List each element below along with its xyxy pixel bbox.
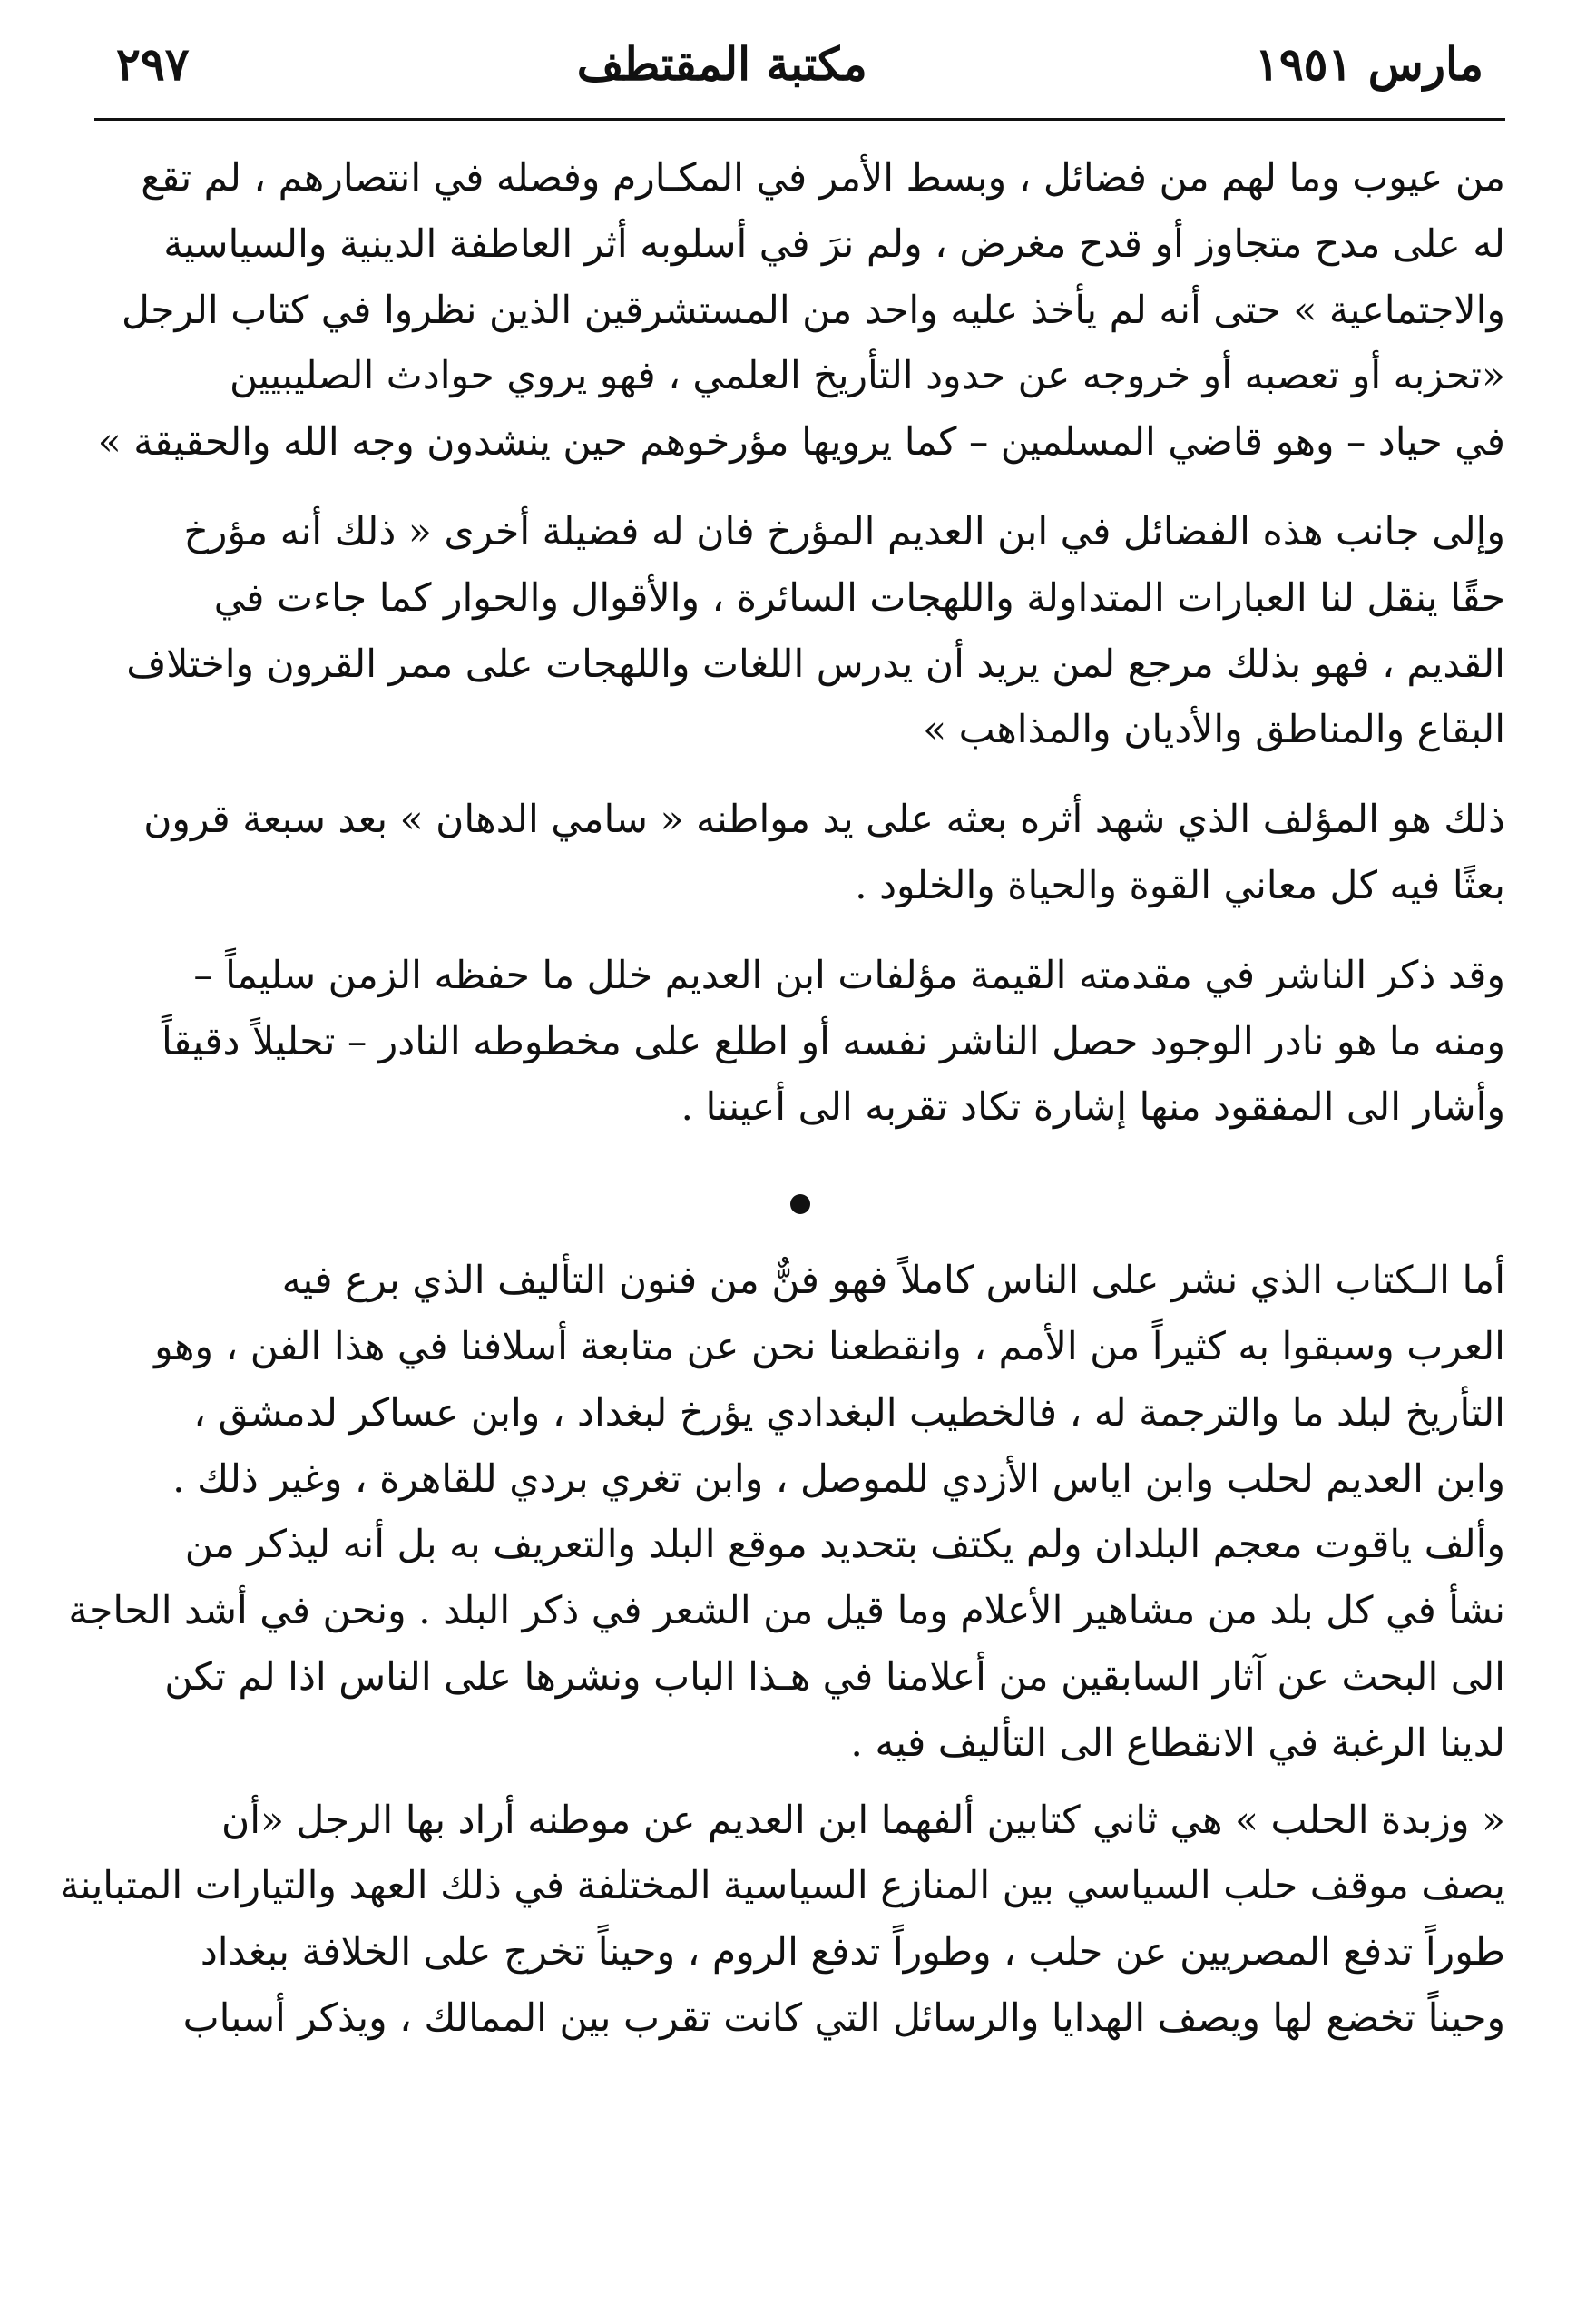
header-rule xyxy=(94,118,1505,121)
text-line: العرب وسبقوا به كثيراً من الأمم ، وانقطعنا نحن عن متابعة أسلافنا في هذا الفن ، وهو xyxy=(154,1324,1505,1369)
section-break xyxy=(94,1142,1505,1249)
text-line: وحيناً تخضع لها ويصف الهدايا والرسائل التي كانت تقرب بين الممالك ، ويذكر أسباب xyxy=(182,1995,1505,2041)
section-title: مكتبة المقتطف xyxy=(576,37,867,91)
text-line: الى البحث عن آثار السابقين من أعلامنا في هـذا الباب ونشرها على الناس اذا لم تكن xyxy=(164,1654,1505,1700)
paragraph xyxy=(94,944,1505,1142)
paragraph xyxy=(94,146,1505,476)
text-line: نشأ في كل بلد من مشاهير الأعلام وما قيل من الشعر في ذكر البلد . ونحن في أشد الحاجة xyxy=(68,1589,1505,1634)
text-line: «تحزبه أو تعصبه أو خروجه عن حدود التأريخ العلمي ، فهو يروي حوادث الصليبيين xyxy=(229,354,1505,399)
text-line: يصف موقف حلب السياسي بين المنازع السياسية المختلفة في ذلك العهد والتيارات المتباينة xyxy=(59,1864,1505,1909)
text-line: التأريخ لبلد ما والترجمة له ، فالخطيب البغدادي يؤرخ لبغداد ، وابن عساكر لدمشق ، xyxy=(193,1390,1505,1436)
page-number: ٢٩٧ xyxy=(116,37,190,91)
text-line: بعثًا فيه كل معاني القوة والحياة والخلود . xyxy=(855,863,1505,908)
text-line: « وزبدة الحلب » هي ثاني كتابين ألفهما ابن العديم عن موطنه أراد بها الرجل «أن xyxy=(221,1798,1505,1843)
text-line: ومنه ما هو نادر الوجود حصل الناشر نفسه أو اطلع على مخطوطه النادر – تحليلاً دقيقاً xyxy=(161,1019,1505,1064)
text-line: أما الـكتاب الذي نشر على الناس كاملاً فهو فنٌّ من فنون التأليف الذي برع فيه xyxy=(281,1259,1505,1304)
issue-date: مارس ١٩٥١ xyxy=(1254,37,1483,91)
paragraph xyxy=(94,788,1505,920)
paragraph xyxy=(68,1249,1505,1777)
text-line: القديم ، فهو بذلك مرجع لمن يريد أن يدرس اللغات واللهجات على ممر القرون واختلاف xyxy=(126,642,1505,687)
text-line: لدينا الرغبة في الانقطاع الى التأليف فيه . xyxy=(850,1720,1505,1766)
text-line: وابن العديم لحلب وابن اياس الأزدي للموصل ، وابن تغري بردي للقاهرة ، وغير ذلك . xyxy=(172,1456,1505,1502)
text-line: وقد ذكر الناشر في مقدمته القيمة مؤلفات ابن العديم خلل ما حفظه الزمن سليماً – xyxy=(193,953,1505,998)
paragraph xyxy=(94,500,1505,764)
text-line: والاجتماعية » حتى أنه لم يأخذ عليه واحد من المستشرقين الذين نظروا في كتاب الرجل xyxy=(122,288,1505,333)
paragraph xyxy=(59,1789,1505,2053)
running-head xyxy=(94,34,1505,94)
text-line: ذلك هو المؤلف الذي شهد أثره بعثه على يد مواطنه « سامي الدهان » بعد سبعة قرون xyxy=(143,798,1505,843)
text-line: حقًا ينقل لنا العبارات المتداولة واللهجات السائرة ، والأقوال والحوار كما جاءت في xyxy=(213,575,1505,621)
text-line: في حياد – وهو قاضي المسلمين – كما يرويها مؤرخوهم حين ينشدون وجه الله والحقيقة » xyxy=(97,420,1505,466)
text-line: وإلى جانب هذه الفضائل في ابن العديم المؤرخ فان له فضيلة أخرى « ذلك أنه مؤرخ xyxy=(183,509,1505,554)
text-line: وألف ياقوت معجم البلدان ولم يكتف بتحديد موقع البلد والتعريف به بل أنه ليذكر من xyxy=(184,1523,1505,1568)
text-line: طوراً تدفع المصريين عن حلب ، وطوراً تدفع الروم ، وحيناً تخرج على الخلافة ببغداد xyxy=(200,1930,1505,1975)
section-break-dot xyxy=(790,1194,810,1214)
text-line: من عيوب وما لهم من فضائل ، وبسط الأمر في المكـارم وفصله في انتصارهم ، لم تقع xyxy=(141,156,1505,201)
text-line: له على مدح متجاوز أو قدح مغرض ، ولم نرَ في أسلوبه أثر العاطفة الدينية والسياسية xyxy=(163,221,1505,267)
text-line: وأشار الى المفقود منها إشارة تكاد تقربه الى أعيننا . xyxy=(681,1085,1505,1131)
text-line: البقاع والمناطق والأديان والمذاهب » xyxy=(923,708,1505,753)
